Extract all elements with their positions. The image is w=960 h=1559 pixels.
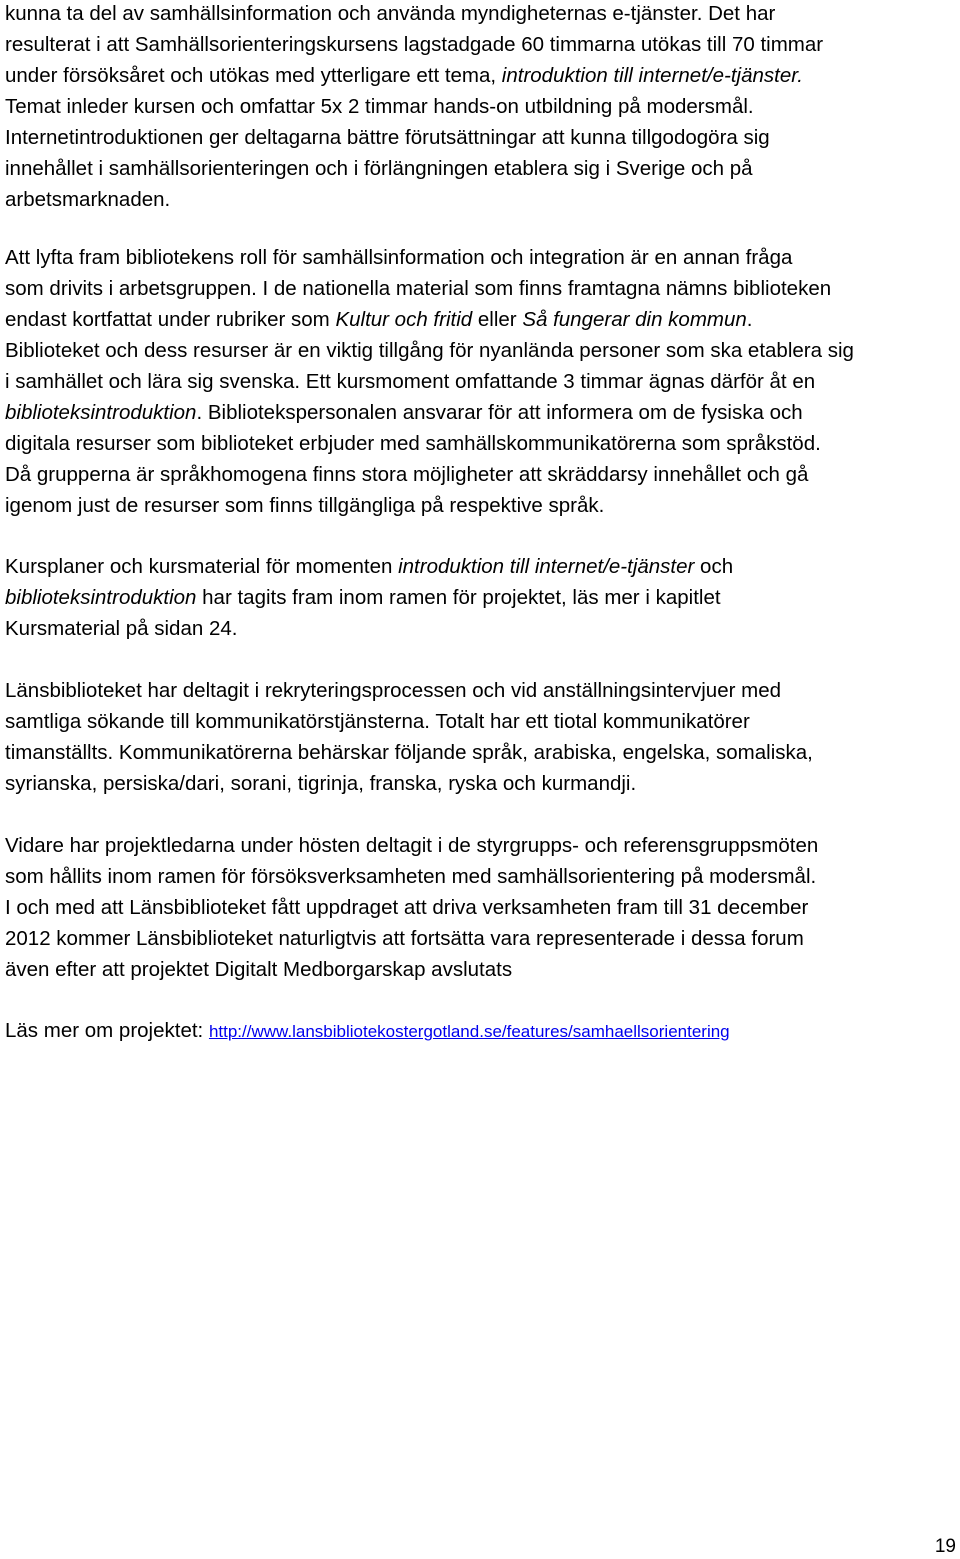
text-segment: . Bibliotekspersonalen ansvarar för att informera om de fysiska och digitala resurser som biblioteket erbjuder med samhällskommunikatörerna som språkstöd. Då grupperna är språkhomogena finns stora möjligheter att skräddarsy innehållet och gå igenom just de resurser som finns tillgängliga på respektive språk.: [5, 401, 821, 517]
paragraph-steering-groups: [5, 830, 957, 985]
text-segment: Att lyfta fram bibliotekens roll för samhällsinformation och integration är en annan fråga som drivits i arbetsgruppen. I de nationella material som finns framtagna nämns biblioteken endast kortfattat under rubriker som: [5, 246, 832, 331]
text-segment: kunna ta del av samhällsinformation och använda myndigheternas e-tjänster. Det har resulterat i att Samhällsorienteringskursens lagstadgade 60 timmarna utökas till 70 timmar under försöksåret och utökas med ytterligare ett tema,: [5, 2, 824, 87]
italic-text-segment: biblioteksintroduktion: [5, 401, 197, 424]
paragraph-course-plans: [5, 551, 957, 644]
text-segment: eller: [472, 308, 523, 331]
text-segment: Kursplaner och kursmaterial för momenten: [5, 555, 399, 578]
paragraph-library-role: [5, 242, 957, 521]
text-segment: och: [700, 555, 734, 578]
text-segment: Temat inleder kursen och omfattar 5x 2 timmar hands-on utbildning på modersmål. Internetintroduktionen ger deltagarna bättre förutsättningar att kunna tillgodogöra sig innehållet i samhällsorienteringen och i förlängningen etablera sig i Sverige och på arbetsmarknaden.: [5, 95, 770, 211]
read-more-line: [5, 1015, 957, 1047]
text-segment: . Biblioteket och dess resurser är en viktig tillgång för nyanlända personer som ska etablera sig i samhället och lära sig svenska. Ett kursmoment omfattande 3 timmar ägnas därför åt en: [5, 308, 854, 393]
text-segment: Vidare har projektledarna under hösten deltagit i de styrgrupps- och referensgruppsmöten som hållits inom ramen för försöksverksamheten med samhällsorientering på modersmål. I och med att Länsbiblioteket fått uppdraget att driva verksamheten fram till 31 december 2012 kommer Länsbiblioteket naturligtvis att fortsätta vara representerade i dessa forum även efter att projektet Digitalt Medborgarskap avslutats: [5, 834, 819, 981]
italic-text-segment: introduktion till internet/e-tjänster: [398, 555, 695, 578]
read-more-label: Läs mer om projektet:: [5, 1019, 209, 1042]
italic-text-segment: Kultur och fritid: [335, 308, 473, 331]
text-segment: Länsbiblioteket har deltagit i rekryteringsprocessen och vid anställningsintervjuer med samtliga sökande till kommunikatörstjänsterna. Totalt har ett tiotal kommunikatörer timanställts. Kommunikatörerna behärskar följande språk, arabiska, engelska, somaliska, syrianska, persiska/dari, sorani, tigrinja, franska, ryska och kurmandji.: [5, 679, 813, 795]
page-number: 19: [934, 1536, 956, 1557]
text-segment: har tagits fram inom ramen för projektet, läs mer i kapitlet Kursmaterial på sidan 24.: [5, 586, 721, 640]
italic-text-segment: Så fungerar din kommun: [522, 308, 747, 331]
project-link[interactable]: http://www.lansbibliotekostergotland.se/features/samhaellsorientering: [208, 1022, 730, 1041]
paragraph-internet-intro: [5, 0, 957, 215]
paragraph-recruitment: [5, 675, 957, 799]
italic-text-segment: biblioteksintroduktion: [5, 586, 197, 609]
italic-text-segment: introduktion till internet/e-tjänster.: [501, 64, 803, 87]
